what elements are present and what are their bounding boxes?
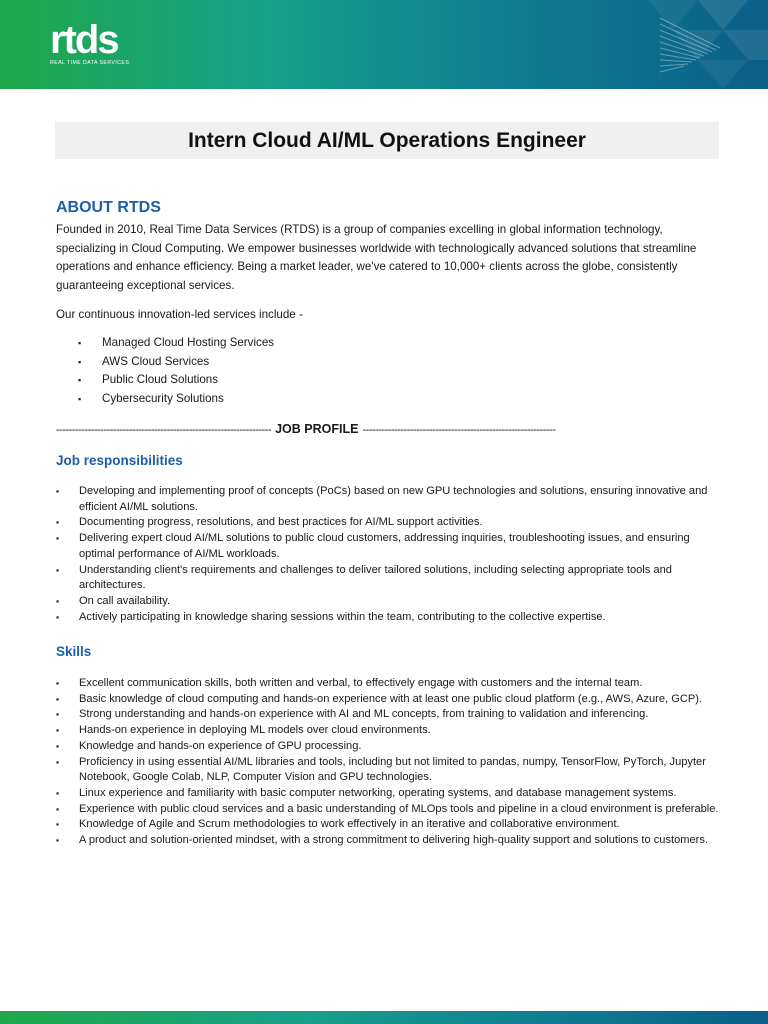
list-item-text: Proficiency in using essential AI/ML libraries and tools, including but not limited to pandas, numpy, TensorFlow, PyTorch, Jupyter Notebook, Google Colab, NLP, Computer Vision and GPU technologies. <box>79 755 706 784</box>
footer-bar <box>0 1011 768 1024</box>
list-item-text: Documenting progress, resolutions, and best practices for AI/ML support activities. <box>79 516 483 529</box>
list-item-text: Strong understanding and hands-on experience with AI and ML concepts, from training to validation and inferencing. <box>79 708 649 721</box>
list-item-text: Basic knowledge of cloud computing and hands-on experience with at least one public cloud platform (e.g., AWS, Azure, GCP). <box>79 692 703 705</box>
list-item <box>56 723 720 739</box>
list-item <box>56 786 720 802</box>
list-item-text: Cybersecurity Solutions <box>102 392 224 406</box>
responsibilities-heading: Job responsibilities <box>56 453 183 468</box>
header-banner <box>0 0 768 89</box>
list-item-text: Actively participating in knowledge sharing sessions within the team, contributing to the collective expertise. <box>79 610 606 623</box>
about-heading: ABOUT RTDS <box>56 199 161 216</box>
bullet-icon: ▪ <box>56 693 60 704</box>
list-item <box>56 802 720 818</box>
list-item <box>56 515 720 531</box>
bullet-icon: ▪ <box>56 725 60 736</box>
list-item-text: A product and solution-oriented mindset, with a strong commitment to delivering high-quality support and solutions to customers. <box>79 834 708 847</box>
list-item-text: Delivering expert cloud AI/ML solutions to public cloud customers, addressing inquiries, troubleshooting issues, and ensuring optimal performance of AI/ML workloads. <box>79 532 690 560</box>
divider-dashes-left: -------------------------------------------------------------------- <box>56 424 272 436</box>
bullet-icon: ▪ <box>56 787 60 798</box>
list-item-text: Linux experience and familiarity with basic computer networking, operating systems, and database management systems. <box>79 786 677 799</box>
bullet-icon: ▪ <box>78 375 82 386</box>
list-item <box>56 707 720 723</box>
list-item <box>56 755 720 786</box>
bullet-icon: ▪ <box>56 803 60 814</box>
bullet-icon: ▪ <box>56 709 60 720</box>
bullet-icon: ▪ <box>56 533 60 544</box>
responsibilities-list <box>56 484 720 625</box>
job-profile-divider <box>56 420 716 439</box>
list-item <box>56 676 720 692</box>
title-banner <box>55 122 719 159</box>
bullet-icon: ▪ <box>56 678 60 688</box>
list-item <box>56 563 720 594</box>
list-item-text: AWS Cloud Services <box>102 354 210 368</box>
rtds-logo <box>50 18 140 68</box>
list-item-text: On call availability. <box>79 594 171 607</box>
bullet-icon: ▪ <box>78 356 82 367</box>
bullet-icon: ▪ <box>56 611 60 622</box>
list-item-text: Public Cloud Solutions <box>102 373 219 387</box>
page-title: Intern Cloud AI/ML Operations Engineer <box>188 128 586 152</box>
list-item-text: Knowledge and hands-on experience of GPU processing. <box>79 739 362 752</box>
list-item <box>56 610 720 626</box>
list-item-text: Knowledge of Agile and Scrum methodologies to work effectively in an iterative and collaborative environment. <box>79 818 620 831</box>
list-item <box>56 817 720 833</box>
bullet-icon: ▪ <box>78 338 82 348</box>
list-item <box>78 353 274 372</box>
bullet-icon: ▪ <box>56 595 60 606</box>
list-item <box>56 594 720 610</box>
list-item <box>56 739 720 755</box>
list-item <box>78 334 274 353</box>
list-item-text: Developing and implementing proof of concepts (PoCs) based on new GPU technologies and solutions, ensuring innovative and efficient AI/ML solutions. <box>79 485 708 513</box>
list-item <box>56 531 720 562</box>
header-decoration-icon <box>628 0 768 89</box>
list-item-text: Hands-on experience in deploying ML models over cloud environments. <box>79 724 431 737</box>
list-item <box>56 484 720 515</box>
list-item-text: Understanding client's requirements and challenges to deliver tailored solutions, including selecting appropriate tools and architectures. <box>79 563 672 592</box>
bullet-icon: ▪ <box>56 486 60 496</box>
list-item-text: Excellent communication skills, both written and verbal, to effectively engage with customers and the internal team. <box>79 677 643 689</box>
bullet-icon: ▪ <box>56 517 60 528</box>
list-item <box>56 833 720 849</box>
services-intro: Our continuous innovation-led services include - <box>56 308 303 321</box>
list-item <box>78 371 274 390</box>
job-profile-label: JOB PROFILE <box>275 422 359 436</box>
list-item <box>78 390 274 409</box>
list-item-text: Managed Cloud Hosting Services <box>102 336 275 349</box>
bullet-icon: ▪ <box>56 835 60 846</box>
divider-dashes-right: ------------------------------------------------------------- <box>362 424 556 436</box>
bullet-icon: ▪ <box>78 394 82 405</box>
about-paragraph: Founded in 2010, Real Time Data Services (RTDS) is a group of companies excelling in global information technology, specializing in Cloud Computing. We empower businesses worldwide with technologically advanced solutions that streamline operations and enhance efficiency. Being a market leader, we've catered to 10,000+ clients across the globe, consistently guaranteeing exceptional services. <box>56 223 697 293</box>
logo-wordmark: rtds <box>50 18 118 62</box>
services-list <box>78 334 274 409</box>
bullet-icon: ▪ <box>56 740 60 751</box>
list-item <box>56 692 720 708</box>
bullet-icon: ▪ <box>56 819 60 830</box>
skills-heading: Skills <box>56 644 92 659</box>
logo-subtitle: REAL TIME DATA SERVICES <box>50 60 130 66</box>
bullet-icon: ▪ <box>56 756 60 767</box>
skills-list <box>56 676 720 849</box>
bullet-icon: ▪ <box>56 564 60 575</box>
list-item-text: Experience with public cloud services and a basic understanding of MLOps tools and pipeline in a cloud environment is preferable. <box>79 802 719 815</box>
